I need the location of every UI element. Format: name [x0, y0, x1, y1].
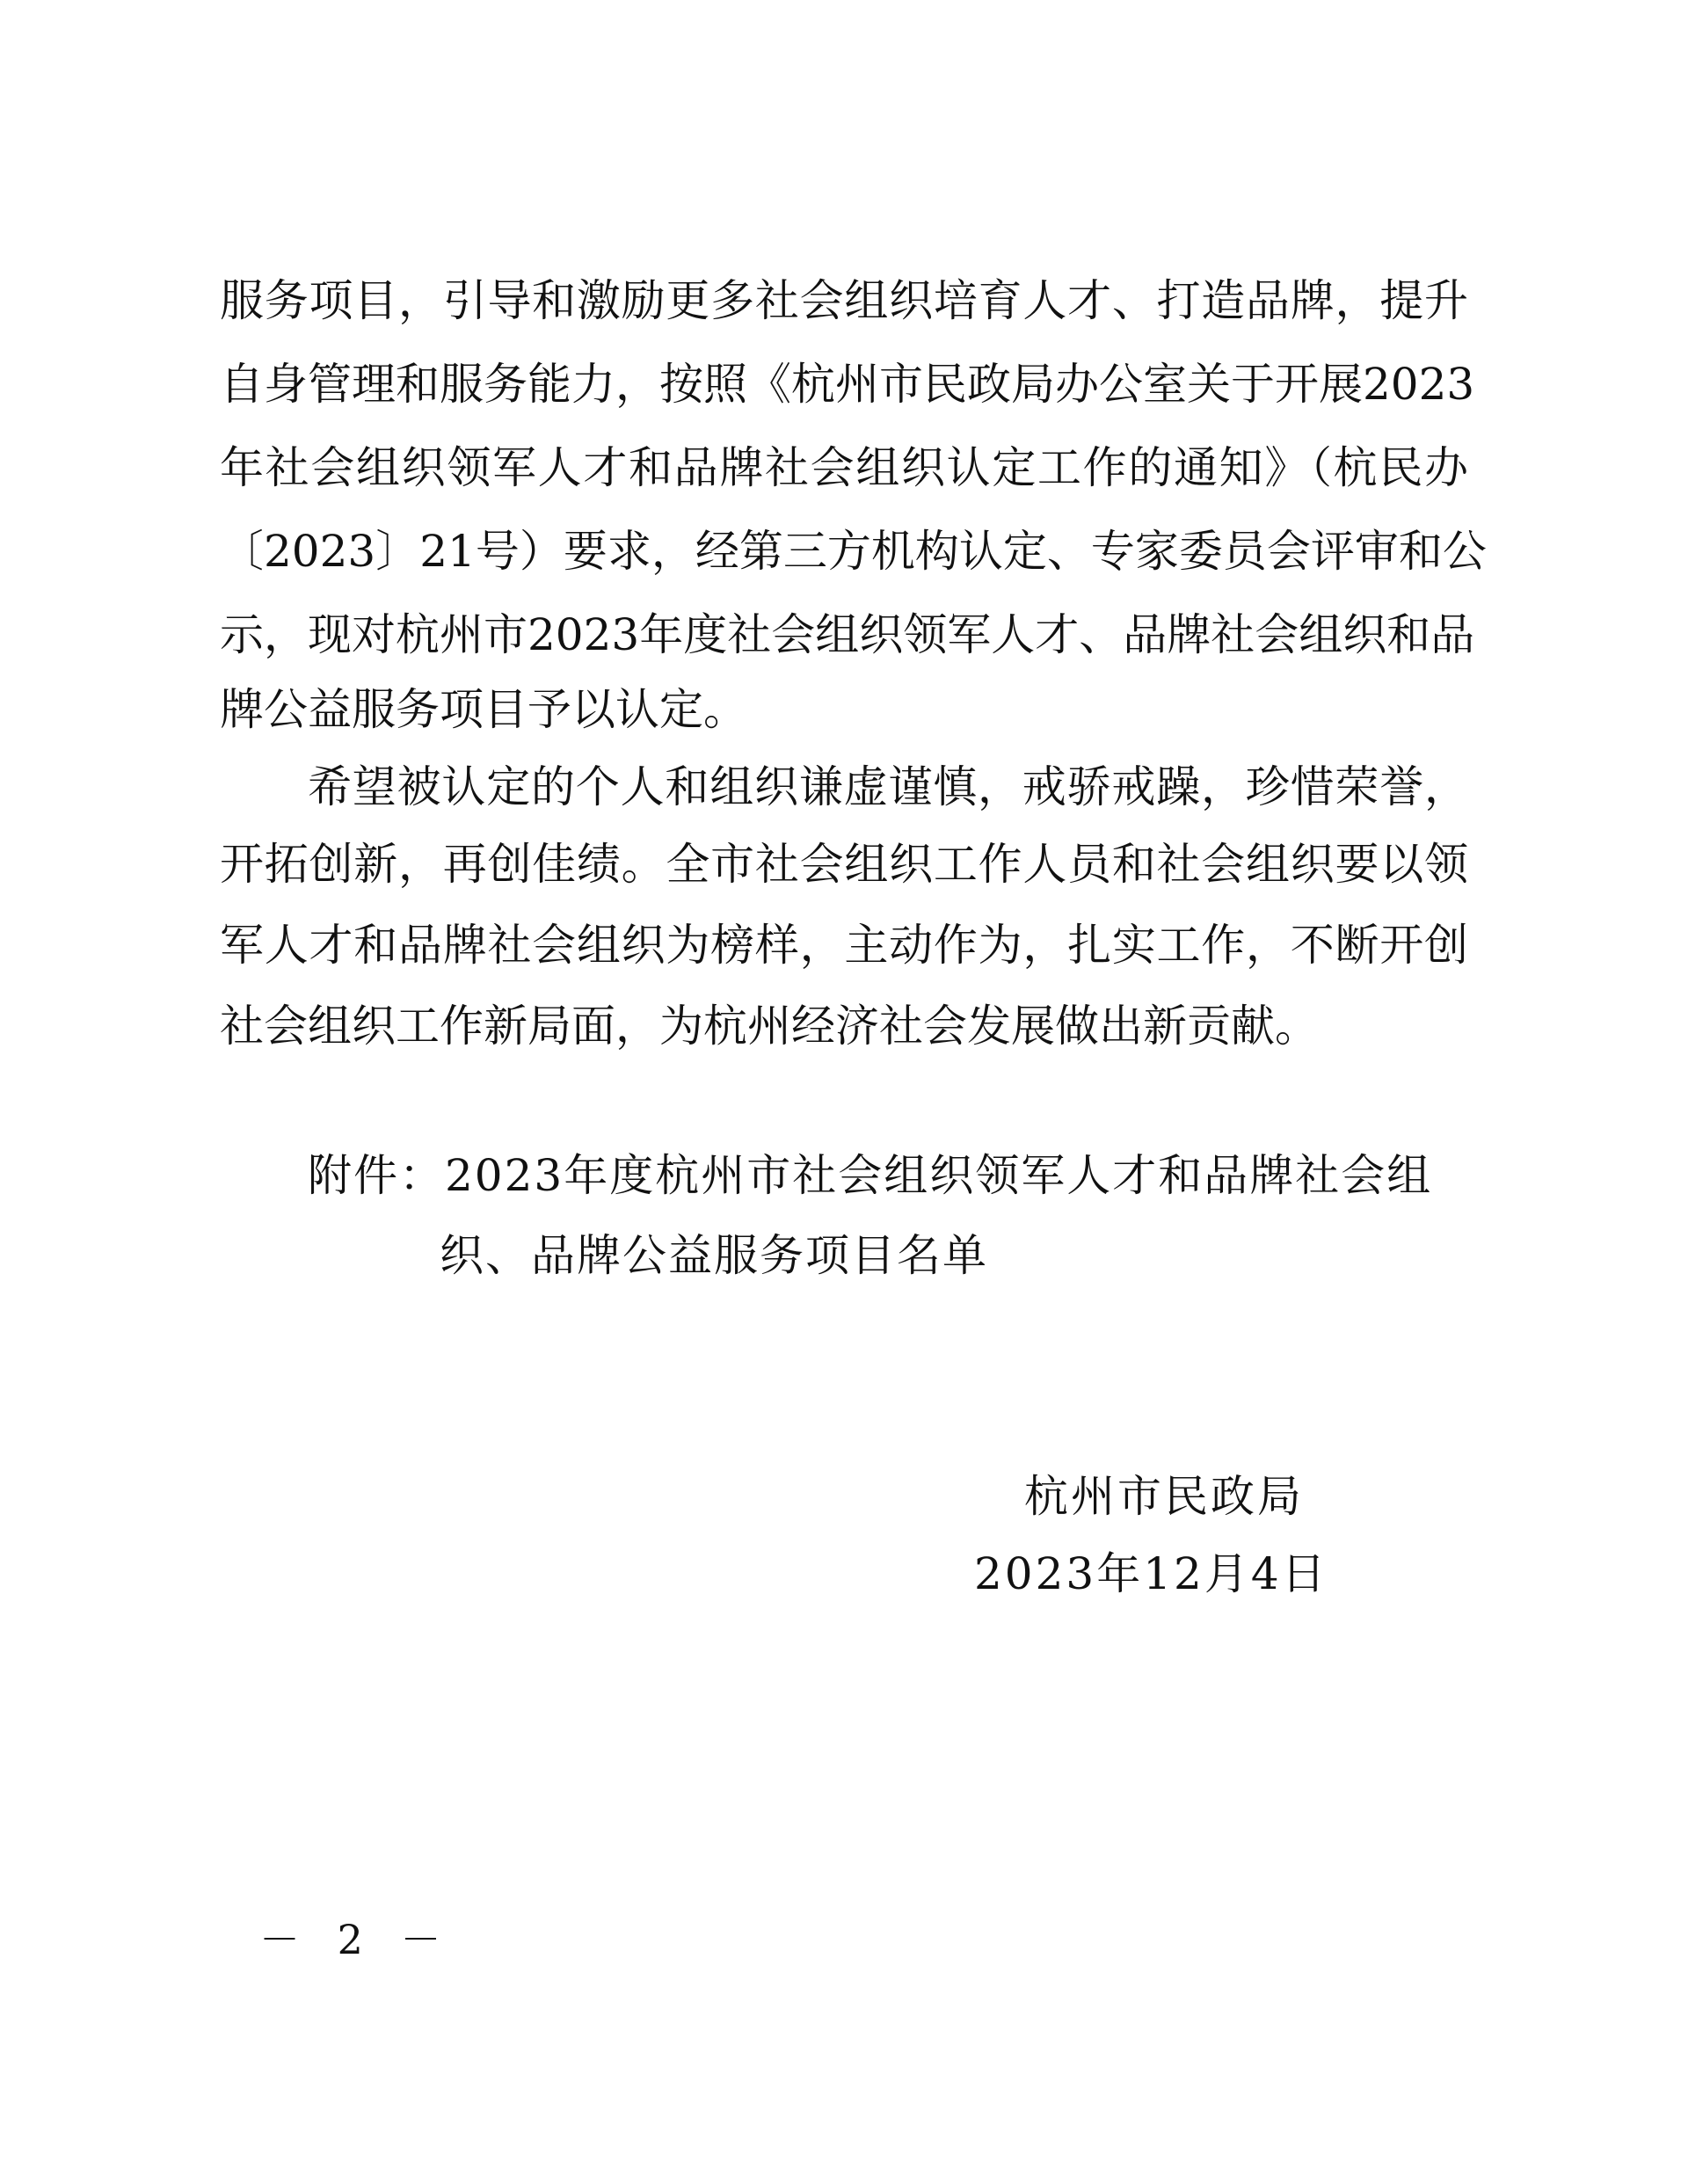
paragraph2-line-1: 希望被认定的个人和组织谦虚谨慎，戒骄戒躁，珍惜荣誉， [308, 761, 1468, 812]
page-number: － 2 － [259, 1916, 454, 1963]
paragraph2-line-2: 开拓创新，再创佳绩。全市社会组织工作人员和社会组织要以领 [220, 839, 1468, 890]
attachment-line-1: 附件：2023年度杭州市社会组织领军人才和品牌社会组 [308, 1150, 1433, 1201]
attachment-line-2: 织、品牌公益服务项目名单 [440, 1230, 988, 1281]
paragraph1-line-2: 自身管理和服务能力，按照《杭州市民政局办公室关于开展2023 [220, 359, 1475, 410]
paragraph1-line-4: 〔2023〕21号）要求，经第三方机构认定、专家委员会评审和公 [220, 526, 1487, 577]
paragraph1-line-1: 服务项目，引导和激励更多社会组织培育人才、打造品牌，提升 [220, 275, 1468, 326]
issuer-name: 杭州市民政局 [1024, 1471, 1304, 1522]
issue-date: 2023年12月4日 [974, 1548, 1328, 1599]
paragraph1-line-5: 示，现对杭州市2023年度社会组织领军人才、品牌社会组织和品 [220, 609, 1475, 660]
paragraph1-line-3: 年社会组织领军人才和品牌社会组织认定工作的通知》（杭民办 [220, 442, 1468, 493]
paragraph1-line-6: 牌公益服务项目予以认定。 [220, 684, 747, 735]
paragraph2-line-4: 社会组织工作新局面，为杭州经济社会发展做出新贡献。 [220, 1001, 1319, 1052]
paragraph2-line-3: 军人才和品牌社会组织为榜样，主动作为，扎实工作，不断开创 [220, 920, 1468, 971]
